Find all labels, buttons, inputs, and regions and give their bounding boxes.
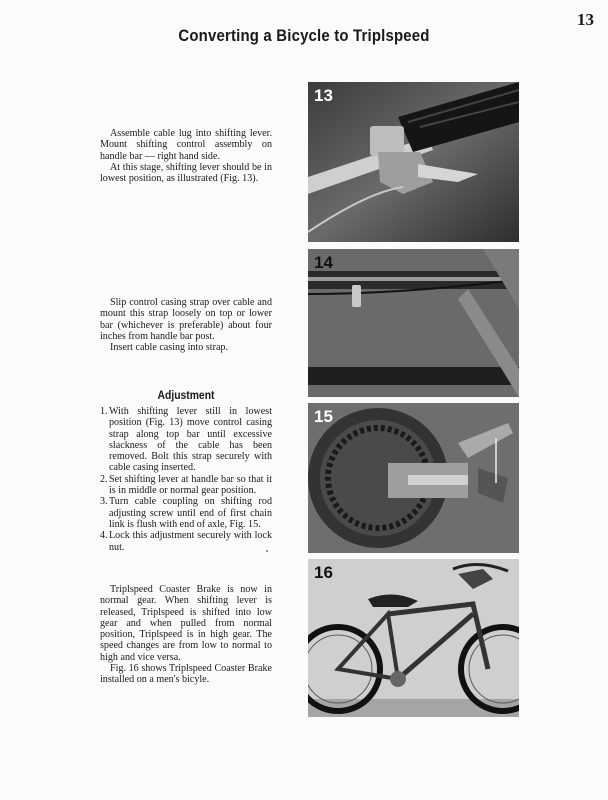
- section-1-text: [100, 128, 272, 184]
- speck: [266, 550, 268, 552]
- paragraph: Insert cable casing into strap.: [110, 342, 229, 354]
- figure-15-photo: [308, 403, 519, 553]
- step-number: 4.: [100, 530, 108, 542]
- adjustment-steps: [100, 406, 272, 553]
- figure-number: 13: [314, 86, 333, 105]
- page-title: Converting a Bicycle to Triplspeed: [178, 26, 430, 45]
- step-text: With shifting lever still in lowest position (Fig. 13) move control casing strap along top bar until excessive slackness of the cable has been removed. Bolt this strap securely with cable casing inserted.: [109, 406, 272, 474]
- step-number: 2.: [100, 473, 108, 485]
- section-4-text: [100, 584, 272, 686]
- paragraph: At this stage, shifting lever should be in lowest position, as illustrated (Fig. 13).: [100, 161, 272, 185]
- step-text: Lock this adjustment securely with lock nut.: [109, 530, 272, 553]
- step-number: 3.: [100, 496, 108, 508]
- figure-number: 16: [314, 563, 333, 582]
- paragraph: Triplspeed Coaster Brake is now in normal gear. When shifting lever is released, Triplspeed is shifted into low gear and when pulled from normal position, Triplspeed is in high gear. The speed changes are from low to normal to high and vice versa.: [100, 584, 272, 663]
- paragraph: Slip control casing strap over cable and mount this strap loosely on top or lower bar (whichever is preferable) about four inches from handle bar post.: [100, 297, 272, 342]
- paragraph: Fig. 16 shows Triplspeed Coaster Brake installed on a men's bicyle.: [100, 663, 272, 686]
- list-item: [100, 496, 272, 530]
- adjustment-heading: Adjustment: [157, 390, 215, 402]
- step-text: Set shifting lever at handle bar so that it is in middle or normal gear position.: [109, 473, 272, 497]
- list-item: [100, 406, 272, 474]
- figure-13-photo: [308, 82, 519, 242]
- step-number: 1.: [100, 406, 108, 417]
- paragraph: Assemble cable lug into shifting lever. Mount shifting control assembly on handle bar — right hand side.: [100, 128, 272, 162]
- figure-number: 15: [314, 407, 333, 426]
- figure-16-photo: [308, 559, 519, 717]
- list-item: [100, 474, 272, 497]
- list-item: [100, 530, 272, 553]
- figure-14-photo: [308, 249, 519, 397]
- figure-number: 14: [314, 253, 333, 272]
- step-text: Turn cable coupling on shifting rod adjusting screw until end of first chain link is flush with end of axle, Fig. 15.: [109, 496, 272, 530]
- section-2-text: [100, 297, 272, 353]
- page-number: 13: [577, 10, 594, 29]
